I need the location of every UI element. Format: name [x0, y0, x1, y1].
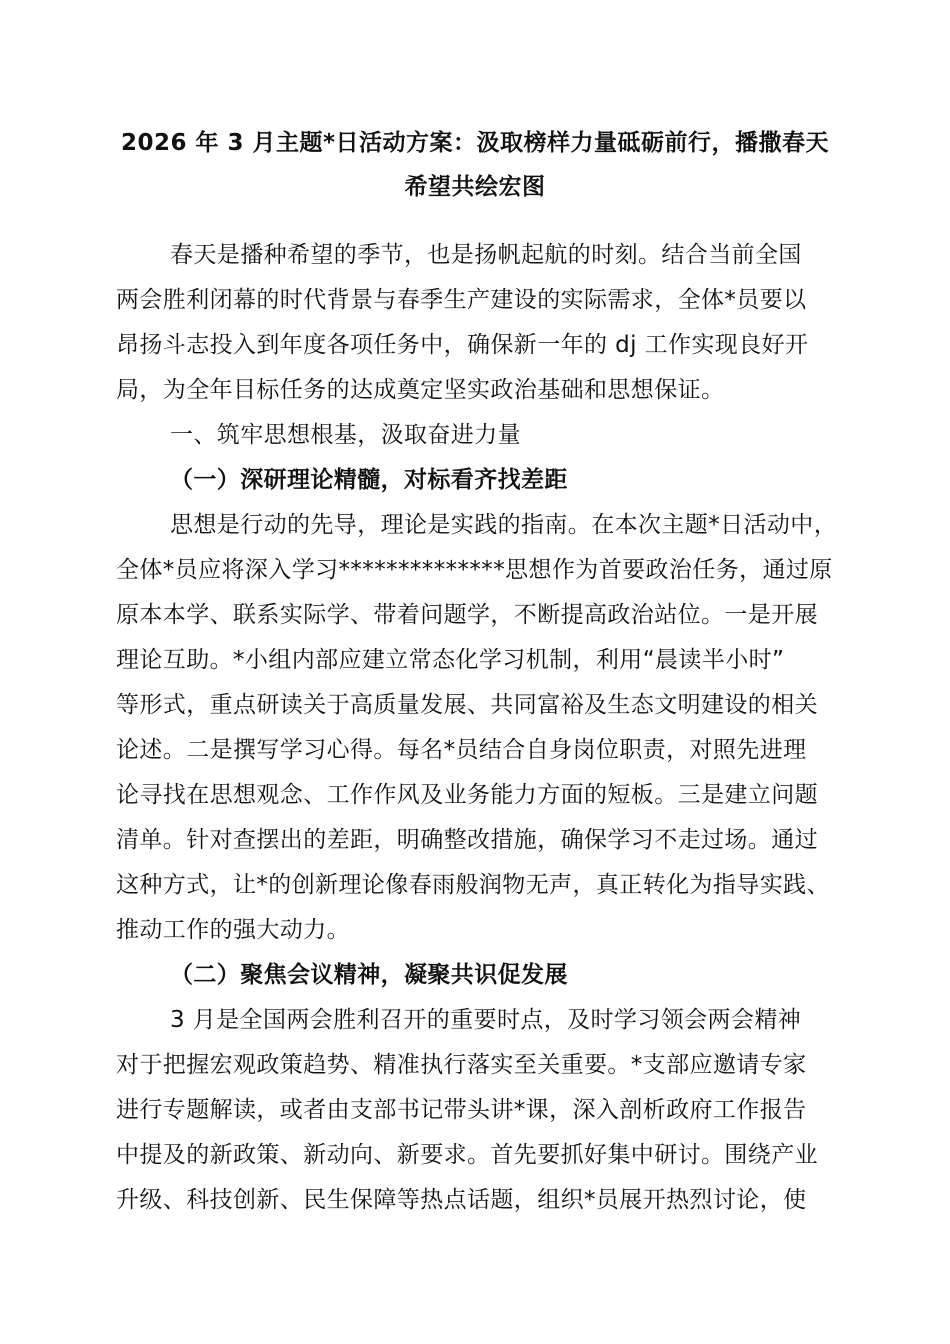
document-title-line-2: 希望共绘宏图 — [404, 174, 546, 200]
paragraph-line: 中提及的新政策、新动向、新要求。首先要抓好集中研讨。围绕产业 — [116, 1142, 818, 1168]
paragraph-line: 思想是行动的先导，理论是实践的指南。在本次主题*日活动中， — [170, 512, 838, 538]
paragraph-line: 对于把握宏观政策趋势、精准执行落实至关重要。*支部应邀请专家 — [116, 1052, 807, 1078]
section-heading: 一、筑牢思想根基，汲取奋进力量 — [170, 422, 521, 448]
paragraph-line: 推动工作的强大动力。 — [116, 917, 350, 943]
paragraph-line: 论寻找在思想观念、工作作风及业务能力方面的短板。三是建立问题 — [116, 782, 818, 808]
paragraph-line: 春天是播种希望的季节，也是扬帆起航的时刻。结合当前全国 — [170, 242, 802, 268]
paragraph-line: 局，为全年目标任务的达成奠定坚实政治基础和思想保证。 — [116, 377, 725, 403]
document-title-line-1: 2026 年 3 月主题*日活动方案：汲取榜样力量砥砺前行，播撒春天 — [120, 130, 830, 156]
paragraph-line: 等形式，重点研读关于高质量发展、共同富裕及生态文明建设的相关 — [116, 692, 818, 718]
paragraph-line: 全体*员应将深入学习**************思想作为首要政治任务，通过原 — [116, 557, 833, 583]
paragraph-line: 原本本学、联系实际学、带着问题学，不断提高政治站位。一是开展 — [116, 602, 818, 628]
paragraph-line: 进行专题解读，或者由支部书记带头讲*课，深入剖析政府工作报告 — [116, 1097, 807, 1123]
paragraph-line: 论述。二是撰写学习心得。每名*员结合自身岗位职责，对照先进理 — [116, 737, 807, 763]
paragraph-line: 理论互助。*小组内部应建立常态化学习机制，利用“晨读半小时” — [116, 647, 785, 673]
paragraph-line: 3 月是全国两会胜利召开的重要时点，及时学习领会两会精神 — [170, 1007, 802, 1033]
paragraph-line: 清单。针对查摆出的差距，明确整改措施，确保学习不走过场。通过 — [116, 827, 818, 853]
paragraph-line: 昂扬斗志投入到年度各项任务中，确保新一年的 dj 工作实现良好开 — [116, 332, 809, 358]
subsection-heading: （一）深研理论精髓，对标看齐找差距 — [170, 467, 568, 493]
paragraph-line: 这种方式，让*的创新理论像春雨般润物无声，真正转化为指导实践、 — [116, 872, 830, 898]
paragraph-line: 两会胜利闭幕的时代背景与春季生产建设的实际需求，全体*员要以 — [116, 287, 807, 313]
paragraph-line: 升级、科技创新、民生保障等热点话题，组织*员展开热烈讨论，使 — [116, 1187, 807, 1213]
subsection-heading: （二）聚焦会议精神，凝聚共识促发展 — [170, 962, 568, 988]
